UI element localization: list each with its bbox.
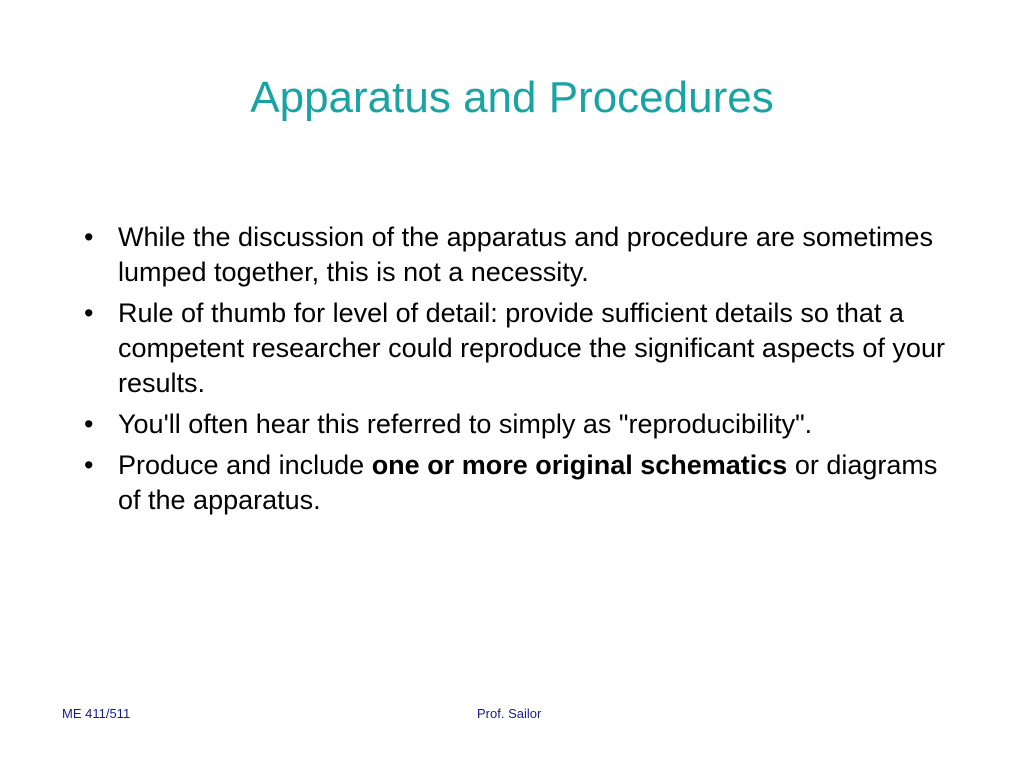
bullet-text: While the discussion of the apparatus and procedure are sometimes lumped together, this is not a necessity. — [118, 222, 933, 287]
slide-title: Apparatus and Procedures — [250, 73, 774, 122]
bullet-item — [78, 448, 958, 518]
bullet-item — [78, 407, 958, 442]
footer-author: Prof. Sailor — [477, 706, 542, 721]
footer-course: ME 411/511 — [62, 706, 131, 721]
bullet-icon: • — [84, 222, 94, 252]
bullet-icon: • — [84, 450, 94, 480]
bullet-text: Rule of thumb for level of detail: provide sufficient details so that a competent researcher could reproduce the significant aspects of your results. — [118, 298, 945, 398]
bullet-text-bold: one or more original schematics — [371, 450, 788, 480]
bullet-list — [78, 220, 958, 524]
bullet-item — [78, 220, 958, 290]
bullet-text-after: or diagrams of the apparatus. — [118, 450, 938, 515]
bullet-icon: • — [84, 298, 94, 328]
bullet-item — [78, 296, 958, 401]
bullet-text: You'll often hear this referred to simply as "reproducibility". — [118, 409, 813, 439]
bullet-icon: • — [84, 409, 94, 439]
bullet-text-before: Produce and include — [118, 450, 372, 480]
